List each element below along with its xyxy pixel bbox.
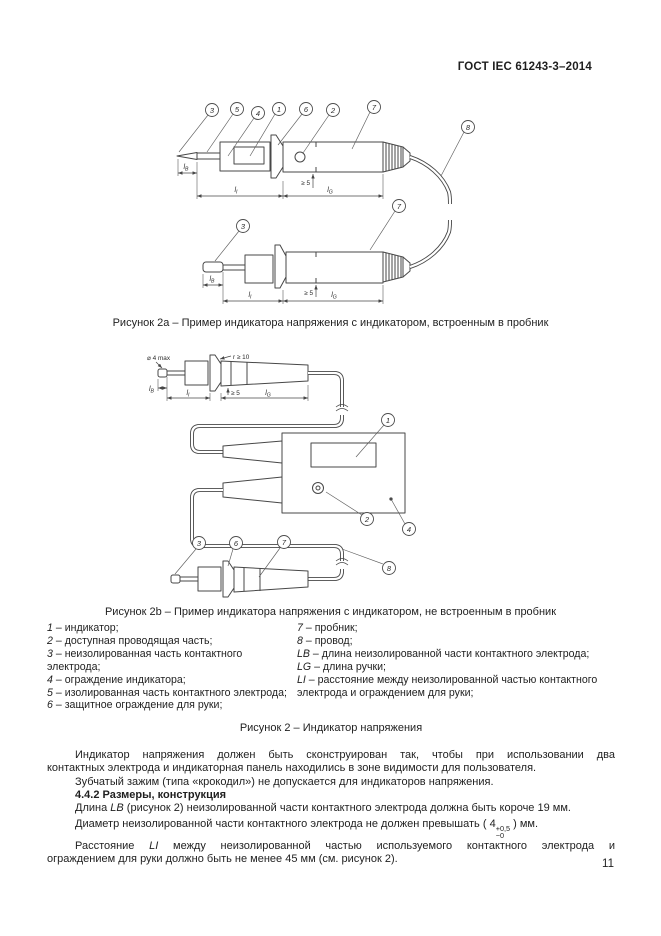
handle <box>283 142 383 172</box>
callout-2: 2 <box>330 105 336 115</box>
contact-electrode-tip <box>203 262 223 272</box>
dim-lb-label: $l_B$ <box>148 386 154 395</box>
legend-left-column <box>47 622 297 712</box>
legend-right-column <box>297 622 615 699</box>
callouts-top-probe <box>179 101 475 177</box>
insulated-electrode-part <box>180 577 198 581</box>
legend-item <box>297 648 615 661</box>
dim-ge5-label: ≥ 5 <box>304 290 313 297</box>
legend-key: 8 <box>297 634 303 647</box>
insulated-electrode-part <box>167 371 185 375</box>
dimensions-bottom-probe <box>203 272 383 304</box>
dim-ge5-label: ≥ 5 <box>231 390 240 397</box>
dim-li-label: $l_I$ <box>248 292 252 301</box>
hand-guard <box>275 245 286 288</box>
legend-key: 4 <box>47 673 53 686</box>
hand-guard <box>210 355 221 391</box>
legend-text: – ограждение индикатора; <box>55 673 186 686</box>
variable-LB: LB <box>110 802 124 815</box>
paragraph-diameter-tolerance <box>47 818 615 839</box>
accessible-conductive-part <box>313 483 324 494</box>
variable-LI: LI <box>149 840 159 853</box>
legend-item <box>297 622 615 635</box>
radius-ge10-label: r ≥ 10 <box>233 354 250 361</box>
legend-item <box>297 635 615 648</box>
indicator-window <box>311 443 376 467</box>
callout-7: 7 <box>371 102 377 112</box>
bottom-probe <box>171 561 308 597</box>
figure-2-caption: Рисунок 2 – Индикатор напряжения <box>239 722 423 734</box>
legend-key: 2 <box>47 634 53 647</box>
probe-with-built-in-indicator <box>177 135 410 178</box>
legend-item <box>47 648 297 674</box>
legend-text: – изолированная часть контактного электрода; <box>55 686 287 699</box>
paragraph-distance-li-line2: ограждением для руки должно быть не менее 45 мм (см. рисунок 2). <box>47 853 398 866</box>
dim-li-label: $l_I$ <box>186 390 190 399</box>
legend-key: LB <box>297 647 310 660</box>
legend-key: 1 <box>47 622 53 634</box>
legend-text: – расстояние между неизолированной частью контактного электрода и ограждением для руки; <box>297 673 598 699</box>
callout-8: 8 <box>465 122 471 132</box>
callouts-fig2b <box>175 414 416 578</box>
handle <box>221 361 308 386</box>
paragraph-visibility-line1: Индикатор напряжения должен быть сконструирован так, чтобы при использовании два <box>75 749 615 762</box>
indicator-box <box>282 433 405 513</box>
text-run: (рисунок 2) неизолированной части контактного электрода должна быть короче 19 мм. <box>123 802 571 815</box>
indicator-housing <box>220 142 270 171</box>
callout-8: 8 <box>386 563 392 573</box>
handle <box>234 567 308 592</box>
dim-lg-label: $l_G$ <box>331 292 337 301</box>
page-title: ГОСТ IEC 61243-3–2014 <box>457 61 592 73</box>
legend-text: – длина ручки; <box>314 660 386 673</box>
paragraph-length-lb <box>47 802 615 815</box>
callout-7: 7 <box>281 537 287 547</box>
callout-1: 1 <box>276 104 282 114</box>
legend-text: – пробник; <box>305 622 358 634</box>
legend-item <box>297 674 615 700</box>
tolerance-upper: +0,5 <box>495 824 511 834</box>
dim-lb-label: $l_B$ <box>209 276 215 285</box>
callout-6: 6 <box>303 104 309 114</box>
second-probe <box>203 245 410 288</box>
legend-text: – длина неизолированной части контактного электрода; <box>312 647 590 660</box>
legend-item <box>47 674 297 687</box>
text-run: между неизолированной частью используемого контактного электрода и <box>158 840 615 853</box>
figure-2a-drawing <box>168 90 484 316</box>
dim-li-label: $l_I$ <box>234 187 238 196</box>
legend-text: – индикатор; <box>55 622 119 634</box>
figure-2a-caption: Рисунок 2a – Пример индикатора напряжения с индикатором, встроенным в пробник <box>112 317 549 329</box>
paragraph-crocodile-clip: Зубчатый зажим (типа «крокодил») не допускается для индикаторов напряжения. <box>75 775 494 788</box>
figure-2b-caption: Рисунок 2b – Пример индикатора напряжения с индикатором, не встроенным в пробник <box>104 606 557 618</box>
legend-key: LI <box>297 673 306 686</box>
contact-electrode-tip <box>158 369 167 377</box>
legend-key: LG <box>297 660 312 673</box>
indicator-unit <box>223 433 405 513</box>
accessible-conductive-part <box>295 152 305 162</box>
text-run: Длина <box>75 802 111 815</box>
callout-4: 4 <box>255 108 261 118</box>
dim-lg-label: $l_G$ <box>265 390 271 399</box>
callout-5: 5 <box>234 104 240 114</box>
tolerance-base: 4 <box>489 818 496 831</box>
callout-6: 6 <box>233 538 239 548</box>
callout-4: 4 <box>406 524 412 534</box>
diameter-4max-label: ⌀ 4 max <box>147 355 171 362</box>
figure-2b-drawing <box>118 340 614 606</box>
callout-3: 3 <box>209 105 215 115</box>
dim-lb-label: $l_B$ <box>183 164 189 173</box>
cable-nose <box>403 147 410 167</box>
insulated-electrode-part <box>197 153 220 159</box>
legend-item <box>47 622 297 635</box>
indicator-window <box>234 147 264 164</box>
body-text <box>47 722 615 867</box>
contact-electrode-tip <box>177 153 197 160</box>
page-number: 11 <box>602 858 614 870</box>
text-run: ) мм. <box>510 818 539 831</box>
callout-2: 2 <box>364 514 370 524</box>
insulated-electrode-part <box>223 265 245 270</box>
strain-relief <box>223 441 282 463</box>
legend-key: 6 <box>47 699 53 712</box>
contact-electrode-tip <box>171 575 180 583</box>
paragraph-visibility-line2: контактных электрода и индикаторная панель находились в зоне видимости для пользователя. <box>47 762 537 775</box>
strain-relief <box>223 477 282 503</box>
tolerance-stack <box>496 825 510 839</box>
callout-3: 3 <box>196 538 202 548</box>
cable <box>192 373 342 452</box>
legend-text: – защитное ограждение для руки; <box>55 699 223 712</box>
heading-4-4-2: 4.4.2 Размеры, конструкция <box>75 788 227 801</box>
legend-item <box>47 635 297 648</box>
callout-3: 3 <box>240 221 246 231</box>
text-run: Диаметр неизолированной части контактного электрода не должен превышать ( <box>75 818 490 831</box>
dim-ge5-label: ≥ 5 <box>301 180 310 187</box>
tolerance-lower: −0 <box>495 831 505 841</box>
text-run: Расстояние <box>75 840 150 853</box>
hand-guard <box>223 561 234 597</box>
legend-text: – неизолированная часть контактного электрода; <box>47 647 243 673</box>
legend-key: 7 <box>297 622 303 634</box>
callout-7: 7 <box>396 201 402 211</box>
handle <box>286 252 383 283</box>
legend-key: 5 <box>47 686 53 699</box>
legend-text: – доступная проводящая часть; <box>55 634 213 647</box>
legend-item <box>47 687 297 700</box>
paragraph-distance-li-line1 <box>47 840 615 853</box>
hand-guard <box>271 135 283 178</box>
dimensions-top-probe <box>178 159 383 199</box>
dim-lg-label: $l_G$ <box>327 187 333 196</box>
legend-key: 3 <box>47 647 53 660</box>
legend-item <box>297 661 615 674</box>
legend-item <box>47 699 297 712</box>
callout-1: 1 <box>385 415 391 425</box>
legend-text: – провод; <box>305 634 353 647</box>
cable-nose <box>403 257 410 277</box>
